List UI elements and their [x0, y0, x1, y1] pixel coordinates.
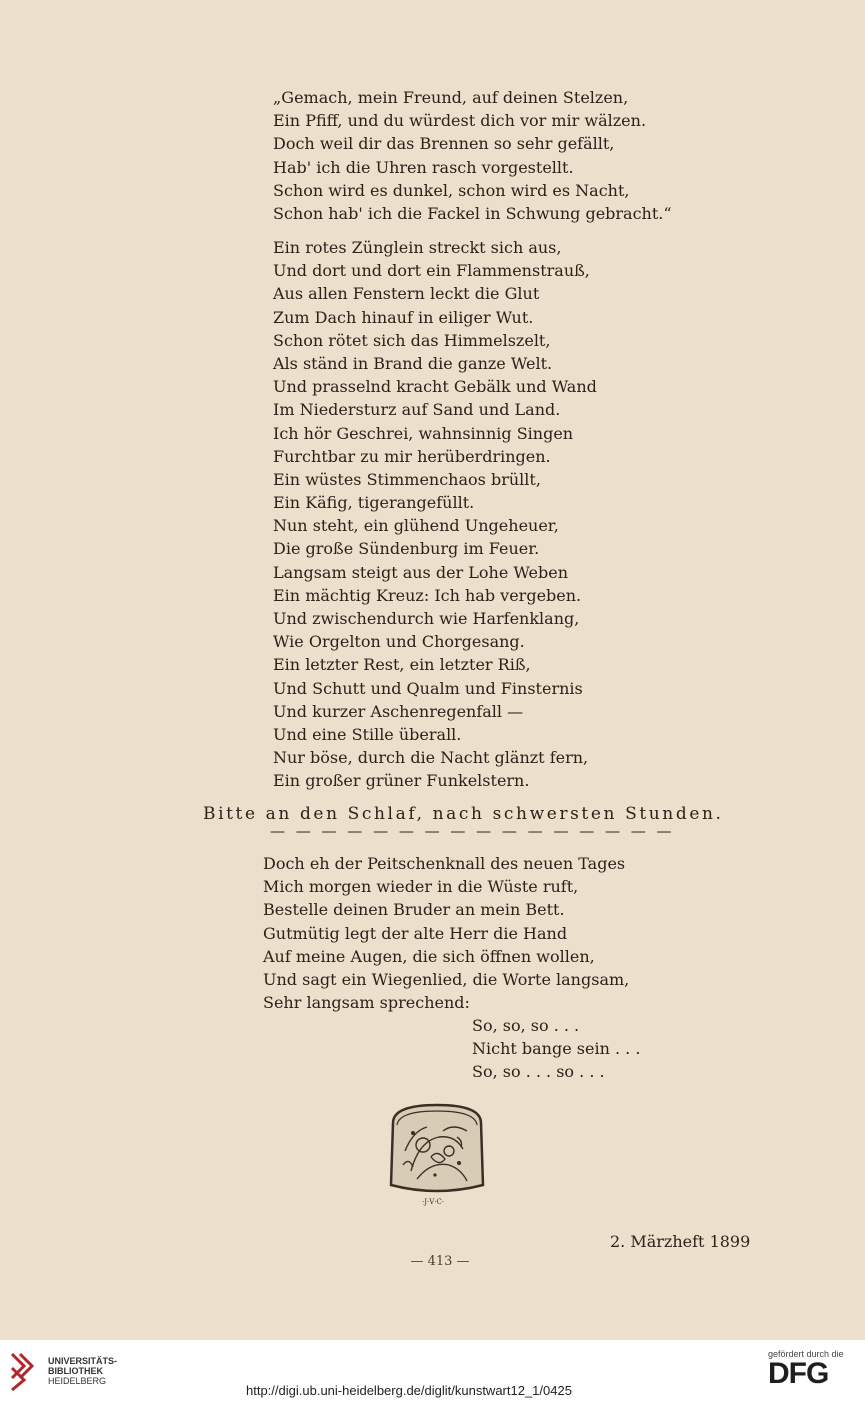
poem-line: So, so . . . so . . .: [472, 1062, 605, 1082]
poem-stanza-4: [472, 1014, 640, 1084]
poem-line: Doch eh der Peitschenknall des neuen Tages: [263, 854, 626, 873]
dfg-logo: DFG: [768, 1357, 829, 1390]
poem-line: Und prasselnd kracht Gebälk und Wand: [273, 377, 597, 397]
library-line-2: BIBLIOTHEK: [48, 1366, 103, 1376]
poem-line: Nicht bange sein . . .: [472, 1039, 641, 1059]
library-line-1: UNIVERSITÄTS-: [48, 1356, 118, 1366]
poem-stanza-2: [273, 236, 597, 793]
poem-line: Bestelle deinen Bruder an mein Bett.: [263, 900, 565, 920]
funded-by-label: gefördert durch die: [768, 1349, 844, 1359]
permalink-url[interactable]: http://digi.ub.uni-heidelberg.de/diglit/kunstwart12_1/0425: [246, 1383, 572, 1398]
poem-line: Und zwischendurch wie Harfenklang,: [273, 609, 580, 628]
poem-line: Und sagt ein Wiegenlied, die Worte langsam,: [263, 969, 630, 989]
poem-line: Ich hör Geschrei, wahnsinnig Singen: [273, 423, 574, 443]
poem-line: Ein letzter Rest, ein letzter Riß,: [273, 655, 531, 675]
poem-line: Und kurzer Aschenregenfall —: [273, 701, 524, 721]
poem-line: Zum Dach hinauf in eiliger Wut.: [273, 307, 534, 327]
poem-line: Wie Orgelton und Chorgesang.: [273, 632, 525, 652]
poem-line: Furchtbar zu mir herüberdringen.: [273, 446, 551, 466]
university-library-logo-icon: [8, 1348, 40, 1392]
university-library-name: [48, 1356, 117, 1386]
poem-line: Ein wüstes Stimmenchaos brüllt,: [273, 469, 541, 489]
library-line-3: HEIDELBERG: [48, 1376, 107, 1386]
issue-date: 2. Märzheft 1899: [610, 1232, 751, 1251]
poem-line: Gutmütig legt der alte Herr die Hand: [263, 923, 568, 943]
poem-line: Ein Käfig, tigerangefüllt.: [273, 493, 475, 513]
decorative-vignette: [383, 1101, 491, 1211]
vignette-signature: ·J·V·C·: [422, 1198, 445, 1206]
page-number: — 413 —: [410, 1254, 470, 1269]
poem-stanza-3: [263, 852, 629, 1014]
poem-line: Aus allen Fenstern leckt die Glut: [273, 284, 540, 304]
poem-line: Ein rotes Zünglein streckt sich aus,: [273, 238, 562, 257]
poem-line: Ein mächtig Kreuz: Ich hab vergeben.: [273, 585, 582, 605]
poem-line: So, so, so . . .: [472, 1016, 580, 1035]
poem-line: Nur böse, durch die Nacht glänzt fern,: [273, 748, 589, 768]
poem-line: Und dort und dort ein Flammenstrauß,: [273, 261, 590, 281]
poem-line: Und Schutt und Qualm und Finsternis: [273, 678, 583, 698]
poem-line: Als ständ in Brand die ganze Welt.: [273, 353, 553, 373]
poem-line: Im Niedersturz auf Sand und Land.: [273, 400, 561, 420]
poem-line: Schon rötet sich das Himmelszelt,: [273, 330, 551, 350]
poem-line: Nun steht, ein glühend Ungeheuer,: [273, 516, 559, 536]
poem-line: Hab' ich die Uhren rasch vorgestellt.: [273, 157, 574, 177]
poem-stanza-1: [273, 86, 672, 225]
poem-line: Ein Pfiff, und du würdest dich vor mir wälzen.: [273, 111, 647, 131]
poem-line: Ein großer grüner Funkelstern.: [273, 771, 530, 791]
poem-line: Auf meine Augen, die sich öffnen wollen,: [263, 946, 595, 966]
poem-line: Sehr langsam sprechend:: [263, 993, 470, 1013]
poem-line: Schon wird es dunkel, schon wird es Nacht,: [273, 180, 630, 200]
poem-line: Mich morgen wieder in die Wüste ruft,: [263, 877, 579, 897]
poem-heading: Bitte an den Schlaf, nach schwersten Stunden.: [203, 804, 724, 824]
poem-line: Und eine Stille überall.: [273, 724, 462, 744]
poem-line: Doch weil dir das Brennen so sehr gefällt,: [273, 134, 615, 154]
dash-separator: — — — — — — — — — — — — — — — —: [270, 822, 675, 840]
poem-line: „Gemach, mein Freund, auf deinen Stelzen,: [273, 88, 629, 107]
poem-line: Schon hab' ich die Fackel in Schwung gebracht.“: [273, 203, 672, 223]
poem-line: Langsam steigt aus der Lohe Weben: [273, 562, 569, 582]
poem-line: Die große Sündenburg im Feuer.: [273, 539, 540, 559]
